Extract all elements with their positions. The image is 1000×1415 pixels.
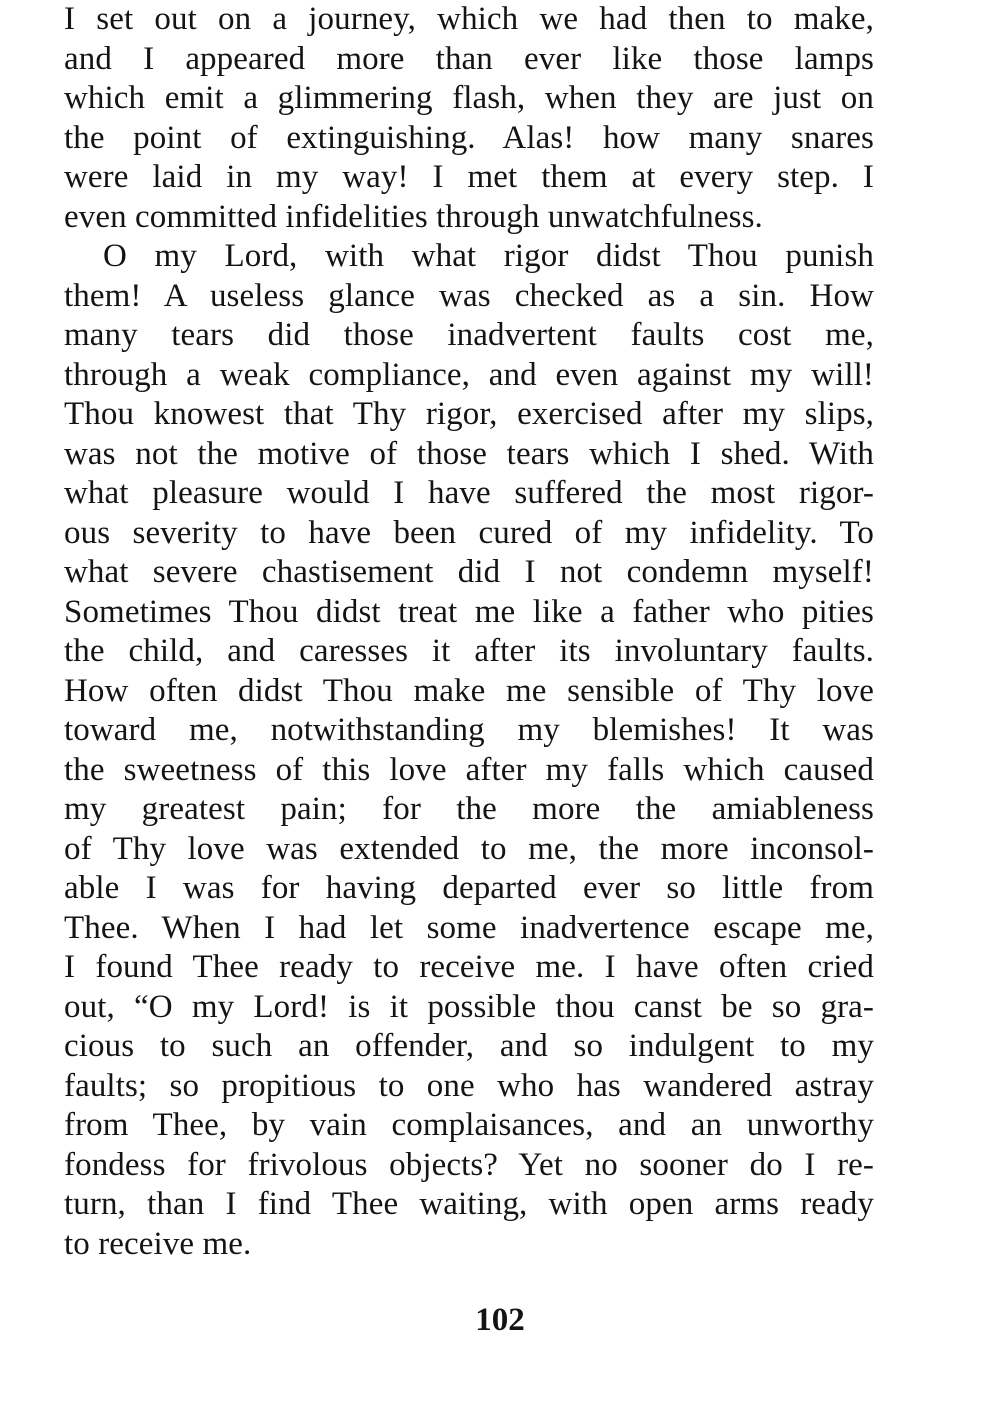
text-line: O my Lord, with what rigor didst Thou punish <box>103 238 874 274</box>
text-line: cious to such an offender, and so indulgent to my <box>64 1028 874 1064</box>
text-line: of Thy love was extended to me, the more inconsol- <box>64 830 874 867</box>
page-number: 102 <box>475 1302 525 1338</box>
text-line: out, “O my Lord! is it possible thou canst be so gra- <box>64 988 874 1025</box>
text-line: I set out on a journey, which we had then to make, <box>64 1 874 37</box>
text-line: which emit a glimmering flash, when they are just on <box>64 80 874 116</box>
text-line: to receive me. <box>64 1225 252 1262</box>
text-line: through a weak compliance, and even against my will! <box>64 356 874 393</box>
text-line: turn, than I find Thee waiting, with open arms ready <box>64 1186 874 1222</box>
text-line: I found Thee ready to receive me. I have often cried <box>64 949 874 985</box>
text-line: the child, and caresses it after its involuntary faults. <box>64 633 874 669</box>
text-line: from Thee, by vain complaisances, and an unworthy <box>64 1107 874 1143</box>
text-line: the sweetness of this love after my falls which caused <box>64 751 874 788</box>
text-line: were laid in my way! I met them at every step. I <box>64 159 874 195</box>
text-line: fondess for frivolous objects? Yet no sooner do I re- <box>64 1146 874 1183</box>
text-line: toward me, notwithstanding my blemishes! It was <box>64 712 874 748</box>
text-line: How often didst Thou make me sensible of Thy love <box>64 672 874 709</box>
text-line: Thou knowest that Thy rigor, exercised after my slips, <box>64 396 874 432</box>
text-line: able I was for having departed ever so little from <box>64 870 874 906</box>
text-line: even committed infidelities through unwatchfulness. <box>64 198 763 235</box>
text-line: Thee. When I had let some inadvertence escape me, <box>64 909 874 946</box>
text-line: many tears did those inadvertent faults cost me, <box>64 317 874 353</box>
text-line: faults; so propitious to one who has wandered astray <box>64 1067 874 1104</box>
text-line: what severe chastisement did I not condemn myself! <box>64 554 874 590</box>
text-line: was not the motive of those tears which I shed. With <box>64 435 874 472</box>
text-line: my greatest pain; for the more the amiableness <box>64 791 874 827</box>
text-line: the point of extinguishing. Alas! how many snares <box>64 119 874 156</box>
text-line: ous severity to have been cured of my infidelity. To <box>64 514 874 551</box>
text-line: them! A useless glance was checked as a sin. How <box>64 277 874 314</box>
body-text <box>64 0 874 1264</box>
text-line: and I appeared more than ever like those lamps <box>64 40 874 77</box>
text-line: Sometimes Thou didst treat me like a father who pities <box>64 593 874 630</box>
text-line: what pleasure would I have suffered the most rigor- <box>64 475 874 511</box>
